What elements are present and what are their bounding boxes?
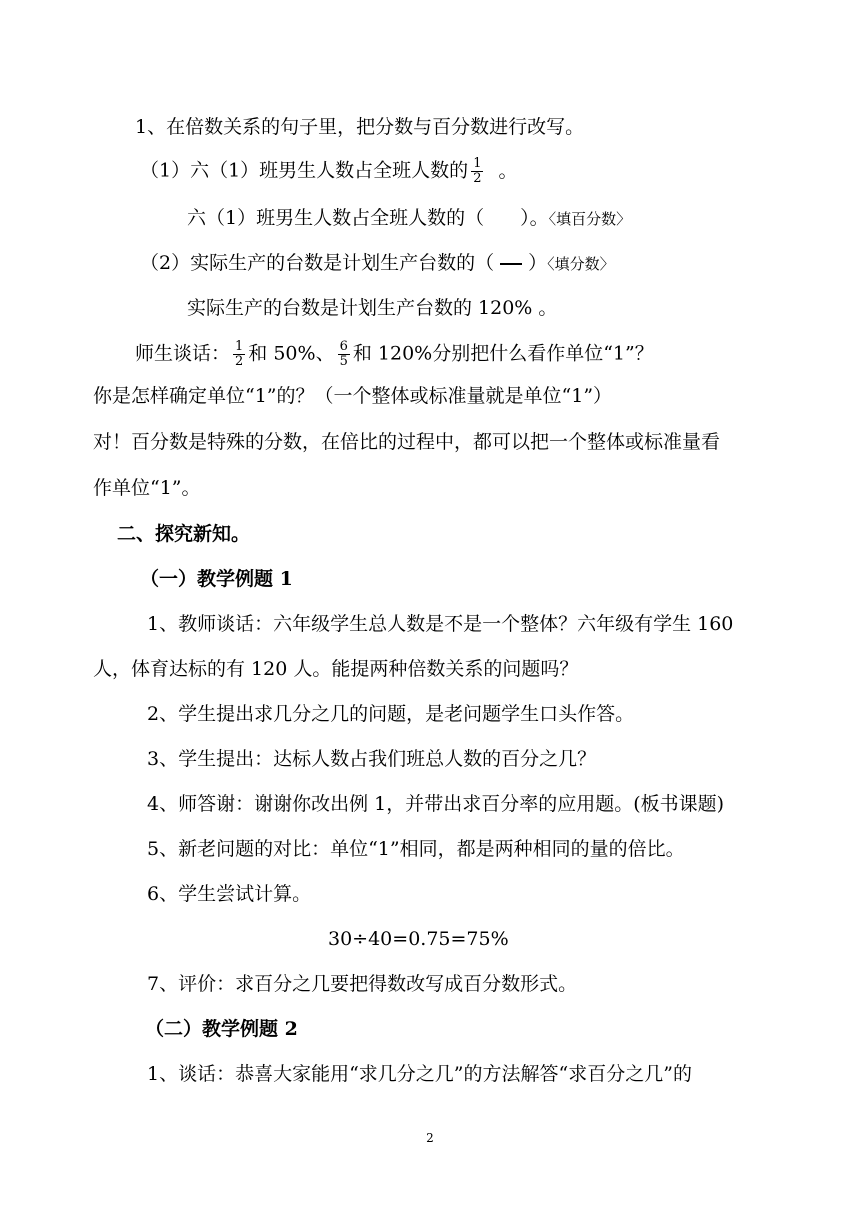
summary-line-1: 对！百分数是特殊的分数，在倍比的过程中，都可以把一个整体或标准量看 [93,431,721,453]
item2-sentence [140,251,615,276]
item2-suffix: ） [528,252,548,274]
item1-suffix: 。 [498,159,518,182]
item2-hint: 〈填分数〉 [547,255,615,273]
p1-line-2: 人，体育达标的有 120 人。能提两种倍数关系的问题吗？ [93,658,579,680]
talk-frac2-den: 5 [339,354,348,369]
talk-mid: 和 50%、 [248,342,335,365]
talk-frac1-num: 1 [235,339,244,354]
talk-sentence [135,340,654,369]
section2-heading: 二、探究新知。 [117,523,251,545]
part2-heading: （二）教学例题 2 [145,1018,298,1040]
item2-prefix: （2）实际生产的台数是计划生产台数的（ [140,252,495,274]
question-line: 你是怎样确定单位“1”的？（一个整体或标准量就是单位“1”） [93,385,613,407]
item1-prefix: （1）六（1）班男生人数占全班人数的 [140,159,469,182]
item1-rewrite-prefix: 六（1）班男生人数占全班人数的（ [187,207,485,229]
p7: 7、评价：求百分之几要把得数改写成百分数形式。 [147,973,578,995]
p5: 5、新老问题的对比：单位“1”相同，都是两种相同的量的倍比。 [147,838,685,860]
p4: 4、师答谢：谢谢你改出例 1，并带出求百分率的应用题。(板书课题) [147,793,725,815]
item2-given: 实际生产的台数是计划生产台数的 120% 。 [187,297,558,319]
talk-fraction-2 [338,340,350,369]
talk-suffix: 和 120%分别把什么看作单位“1”？ [352,342,654,365]
item1-rewrite [187,206,631,231]
review-heading: 1、在倍数关系的句子里，把分数与百分数进行改写。 [135,116,585,138]
page-number: 2 [426,1131,434,1145]
p3: 3、学生提出：达标人数占我们班总人数的百分之几？ [147,748,597,770]
item2-blank-fraction-bar [500,263,522,265]
talk-frac1-den: 2 [235,354,244,369]
talk-prefix: 师生谈话： [135,342,231,365]
p1-line-1: 1、教师谈话：六年级学生总人数是不是一个整体？六年级有学生 160 [147,613,734,635]
p2: 2、学生提出求几分之几的问题，是老问题学生口头作答。 [147,703,635,725]
item1-frac-den: 2 [473,171,482,186]
summary-line-2: 作单位“1”。 [93,477,201,499]
p6: 6、学生尝试计算。 [147,883,312,905]
part1-heading: （一）教学例题 1 [140,568,293,590]
item1-rewrite-suffix: ）。 [520,207,549,229]
talk-frac2-num: 6 [339,339,348,354]
item1-sentence [140,157,517,186]
p8: 1、谈话：恭喜大家能用“求几分之几”的方法解答“求百分之几”的 [147,1063,692,1085]
formula: 30÷40=0.75=75% [328,928,509,950]
talk-fraction-1 [233,340,245,369]
item1-frac-num: 1 [473,156,482,171]
item1-hint: 〈填百分数〉 [548,210,632,228]
item1-fraction [471,157,483,186]
